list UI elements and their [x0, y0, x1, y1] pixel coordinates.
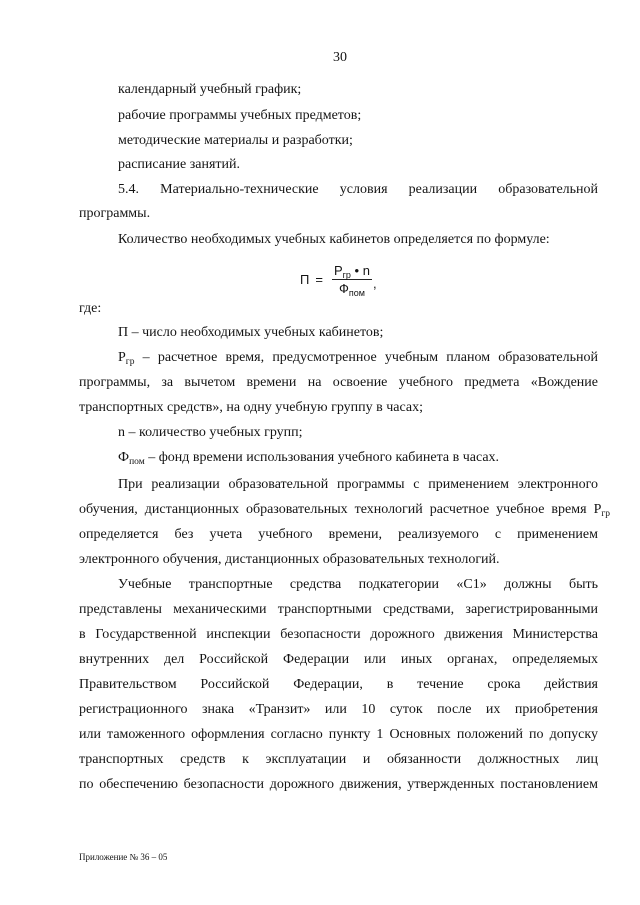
formula-intro: Количество необходимых учебных кабинетов определяется по формуле: [118, 232, 550, 247]
formula-lhs: П [300, 271, 310, 287]
paragraph-line: определяется без учета учебного времени, реализуемого с применением [79, 527, 598, 542]
symbol-subscript: гр [601, 509, 611, 519]
paragraph-line: Учебные транспортные средства подкатегории «С1» должны быть [118, 577, 598, 592]
formula-denominator [339, 280, 365, 296]
formula-equals: = [315, 271, 323, 287]
formula [300, 262, 377, 296]
symbol-subscript: гр [125, 357, 135, 367]
definition-text: – фонд времени использования учебного кабинета в часах. [148, 450, 500, 465]
paragraph-line: регистрационного знака «Транзит» или 10 суток после их приобретения [79, 702, 598, 717]
paragraph-line: или таможенного оформления согласно пункту 1 Основных положений по допуску [79, 727, 598, 742]
paragraph-text: обучения, дистанционных образовательных технологий расчетное учебное время [79, 502, 587, 517]
numerator-rest: • n [354, 262, 370, 278]
page-footer: Приложение № 36 – 05 [79, 852, 168, 862]
formula-fraction [332, 263, 372, 296]
formula-numerator [332, 263, 372, 280]
paragraph-line [79, 500, 610, 520]
paragraph-line: по обеспечению безопасности дорожного движения, утвержденных постановлением [79, 777, 598, 792]
paragraph-line: в Государственной инспекции безопасности дорожного движения Министерства [79, 627, 598, 642]
numerator-symbol: Р [333, 262, 343, 278]
symbol-base: Р [593, 502, 602, 517]
paragraph-line: представлены механическими транспортными средствами, зарегистрированными [79, 602, 598, 617]
list-item: расписание занятий. [118, 157, 240, 172]
paragraph-line: Правительством Российской Федерации, в течение срока действия [79, 677, 598, 692]
section-number: 5.4. [118, 182, 139, 197]
symbol-base: Ф [118, 450, 130, 465]
paragraph-line: внутренних дел Российской Федерации или иных органах, определяемых [79, 652, 598, 667]
section-title-line: Материально-технические условия реализации образовательной [160, 182, 599, 197]
definition-f-pom [118, 448, 598, 468]
paragraph-line: транспортных средств к эксплуатации и обязанности должностных лиц [79, 752, 598, 767]
symbol-subscript: пом [129, 457, 145, 467]
denominator-symbol: Ф [338, 280, 349, 296]
paragraph-line: электронного обучения, дистанционных образовательных технологий. [79, 552, 500, 567]
section-heading [118, 180, 598, 200]
paragraph-line: При реализации образовательной программы с применением электронного [118, 477, 598, 492]
list-item: методические материалы и разработки; [118, 133, 353, 148]
section-title-line: программы. [79, 206, 151, 221]
page-number: 30 [333, 50, 347, 65]
denominator-subscript: пом [348, 287, 365, 298]
formula-comma: , [372, 276, 377, 291]
definition-text: – расчетное время, предусмотренное учебным планом образовательной [142, 350, 599, 365]
where-label: где: [79, 301, 102, 316]
definition-text-line: программы, за вычетом времени на освоение учебного предмета «Вождение [79, 375, 598, 390]
list-item: рабочие программы учебных предметов; [118, 108, 362, 123]
definition-p-gr [118, 348, 598, 368]
definition-p: П – число необходимых учебных кабинетов; [118, 325, 384, 340]
definition-n: n – количество учебных групп; [118, 425, 303, 440]
numerator-subscript: гр [342, 269, 351, 280]
list-item: календарный учебный график; [118, 82, 302, 97]
symbol-base: Р [118, 350, 126, 365]
definition-text-line: транспортных средств», на одну учебную группу в часах; [79, 400, 423, 415]
